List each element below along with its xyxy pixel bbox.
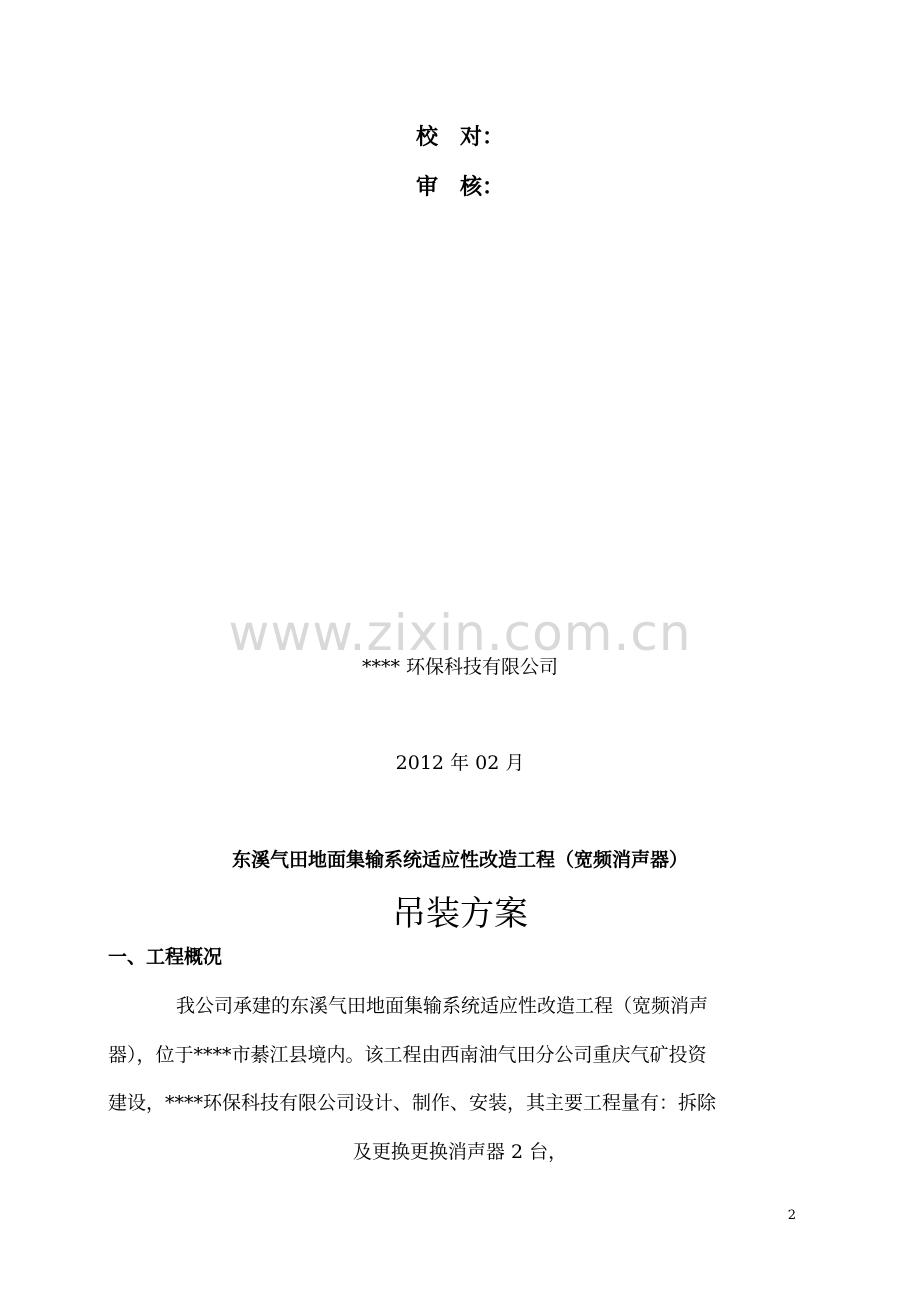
paragraph-line: 及更换更换消声器 2 台， [352,1141,568,1163]
paragraph-line: 器），位于****市綦江县境内。该工程由西南油气田分公司重庆气矿投资 [108,1044,707,1066]
project-title: 东溪气田地面集输系统适应性改造工程（宽频消声器） [231,849,688,871]
paragraph-line: 建设，****环保科技有限公司设计、制作、安装，其主要工程量有：拆除 [108,1092,717,1114]
plan-title: 吊装方案 [392,894,528,934]
section-heading: 一、工程概况 [108,946,223,968]
company-name: **** 环保科技有限公司 [361,656,559,678]
watermark: www.zixin.com.cn [228,604,692,662]
review-label: 审 核： [415,174,504,200]
page-number: 2 [787,1208,796,1223]
proofread-label: 校 对： [415,124,504,150]
paragraph-line: 我公司承建的东溪气田地面集输系统适应性改造工程（宽频消声 [176,995,709,1017]
document-date: 2012 年 02 月 [395,752,525,774]
